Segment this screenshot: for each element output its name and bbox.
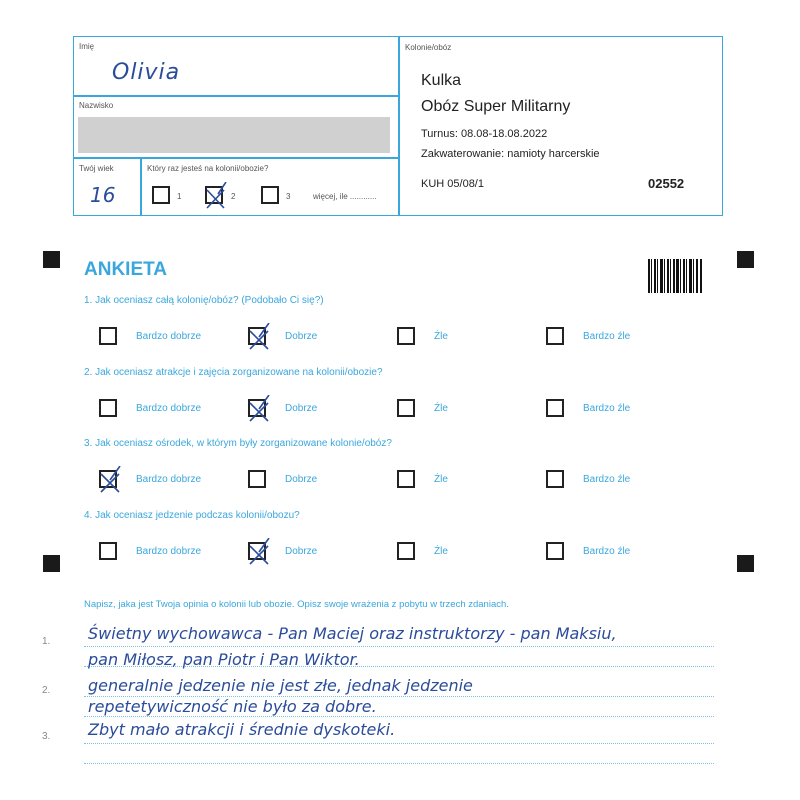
rating-checkbox[interactable] xyxy=(397,327,415,345)
writing-line xyxy=(84,716,714,717)
wiek-value[interactable]: 16 xyxy=(90,183,116,207)
zakwaterowanie-label: Zakwaterowanie: xyxy=(421,148,505,160)
turnus-row xyxy=(421,128,547,140)
handwritten-line[interactable]: Świetny wychowawca - Pan Maciej oraz instruktorzy - pan Maksiu, xyxy=(88,624,617,643)
rating-option-label: Bardzo dobrze xyxy=(136,403,202,414)
rating-option-label: Dobrze xyxy=(285,331,318,342)
zakwaterowanie-value: namioty harcerskie xyxy=(507,148,600,160)
rating-checkbox[interactable] xyxy=(397,542,415,560)
rating-option-label: Źle xyxy=(434,403,448,414)
rating-option-label: Bardzo źle xyxy=(583,403,631,414)
check-cross-icon xyxy=(247,538,271,566)
rating-checkbox[interactable] xyxy=(546,399,564,417)
rating-option-label: Bardzo źle xyxy=(583,331,631,342)
rating-checkbox[interactable] xyxy=(99,542,117,560)
survey-title: ANKIETA xyxy=(84,259,168,280)
rating-option-label: Bardzo źle xyxy=(583,546,631,557)
check-cross-icon xyxy=(247,323,271,351)
kolonie-label: Kolonie/obóz xyxy=(405,43,452,52)
visit-3-label: 3 xyxy=(286,192,291,201)
visit-3-checkbox[interactable] xyxy=(261,186,279,204)
registration-mark xyxy=(737,251,754,268)
opinion-prompt: Napisz, jaka jest Twoja opinia o kolonii lub obozie. Opisz swoje wrażenia z pobytu w trzech zdaniach. xyxy=(84,599,509,610)
rating-option-label: Źle xyxy=(434,331,448,342)
handwritten-line[interactable]: generalnie jedzenie nie jest złe, jednak jedzenie xyxy=(88,676,473,695)
rating-checkbox[interactable] xyxy=(99,470,117,488)
rating-checkbox[interactable] xyxy=(248,399,266,417)
form-number: 02552 xyxy=(648,176,685,191)
barcode-icon xyxy=(648,259,702,293)
divider xyxy=(398,36,400,216)
wiek-label: Twój wiek xyxy=(79,164,114,173)
rating-checkbox[interactable] xyxy=(546,327,564,345)
visit-2-label: 2 xyxy=(231,192,236,201)
rating-option-label: Źle xyxy=(434,474,448,485)
divider xyxy=(73,95,399,97)
divider xyxy=(73,157,399,159)
turnus-label: Turnus: xyxy=(421,128,458,140)
handwritten-line[interactable]: Zbyt mało atrakcji i średnie dyskoteki. xyxy=(88,720,396,739)
camp-name: Obóz Super Militarny xyxy=(421,98,571,115)
registration-mark xyxy=(737,555,754,572)
rating-option-label: Bardzo źle xyxy=(583,474,631,485)
rating-checkbox[interactable] xyxy=(397,470,415,488)
rating-checkbox[interactable] xyxy=(99,327,117,345)
registration-mark xyxy=(43,555,60,572)
writing-line xyxy=(84,646,714,647)
rating-option-label: Dobrze xyxy=(285,403,318,414)
imie-value[interactable]: Olivia xyxy=(112,60,181,85)
rating-checkbox[interactable] xyxy=(546,542,564,560)
writing-line xyxy=(84,743,714,744)
rating-checkbox[interactable] xyxy=(99,399,117,417)
question-text: 1. Jak oceniasz całą kolonię/obóz? (Podobało Ci się?) xyxy=(84,295,324,306)
nazwisko-label: Nazwisko xyxy=(79,101,114,110)
rating-option-label: Dobrze xyxy=(285,474,318,485)
writing-line xyxy=(84,763,714,764)
divider xyxy=(140,157,142,216)
rating-option-label: Bardzo dobrze xyxy=(136,331,202,342)
rating-option-label: Źle xyxy=(434,546,448,557)
zakwaterowanie-row xyxy=(421,148,600,160)
nazwisko-redacted xyxy=(78,117,390,153)
turnus-value: 08.08-18.08.2022 xyxy=(460,128,548,140)
ktory-raz-label: Który raz jesteś na kolonii/obozie? xyxy=(147,164,269,173)
rating-checkbox[interactable] xyxy=(248,470,266,488)
org-name: Kulka xyxy=(421,72,462,89)
line-number: 3. xyxy=(42,731,51,742)
rating-option-label: Bardzo dobrze xyxy=(136,474,202,485)
form-code: KUH 05/08/1 xyxy=(421,178,484,190)
handwritten-line[interactable]: pan Miłosz, pan Piotr i Pan Wiktor. xyxy=(88,650,360,669)
rating-option-label: Dobrze xyxy=(285,546,318,557)
imie-label: Imię xyxy=(79,42,95,51)
visit-1-label: 1 xyxy=(177,192,182,201)
question-text: 4. Jak oceniasz jedzenie podczas kolonii/obozu? xyxy=(84,510,300,521)
check-cross-icon xyxy=(247,395,271,423)
rating-checkbox[interactable] xyxy=(546,470,564,488)
rating-option-label: Bardzo dobrze xyxy=(136,546,202,557)
registration-mark xyxy=(43,251,60,268)
line-number: 2. xyxy=(42,685,51,696)
rating-checkbox[interactable] xyxy=(397,399,415,417)
question-text: 3. Jak oceniasz ośrodek, w którym były zorganizowane kolonie/obóz? xyxy=(84,438,392,449)
wiecej-label: więcej, ile ............ xyxy=(313,192,377,201)
rating-checkbox[interactable] xyxy=(248,542,266,560)
check-cross-icon xyxy=(204,182,228,210)
line-number: 1. xyxy=(42,636,51,647)
check-cross-icon xyxy=(98,466,122,494)
visit-1-checkbox[interactable] xyxy=(152,186,170,204)
handwritten-line[interactable]: repetetywiczność nie było za dobre. xyxy=(88,697,377,716)
question-text: 2. Jak oceniasz atrakcje i zajęcia zorganizowane na kolonii/obozie? xyxy=(84,367,383,378)
rating-checkbox[interactable] xyxy=(248,327,266,345)
visit-2-checkbox[interactable] xyxy=(205,186,223,204)
